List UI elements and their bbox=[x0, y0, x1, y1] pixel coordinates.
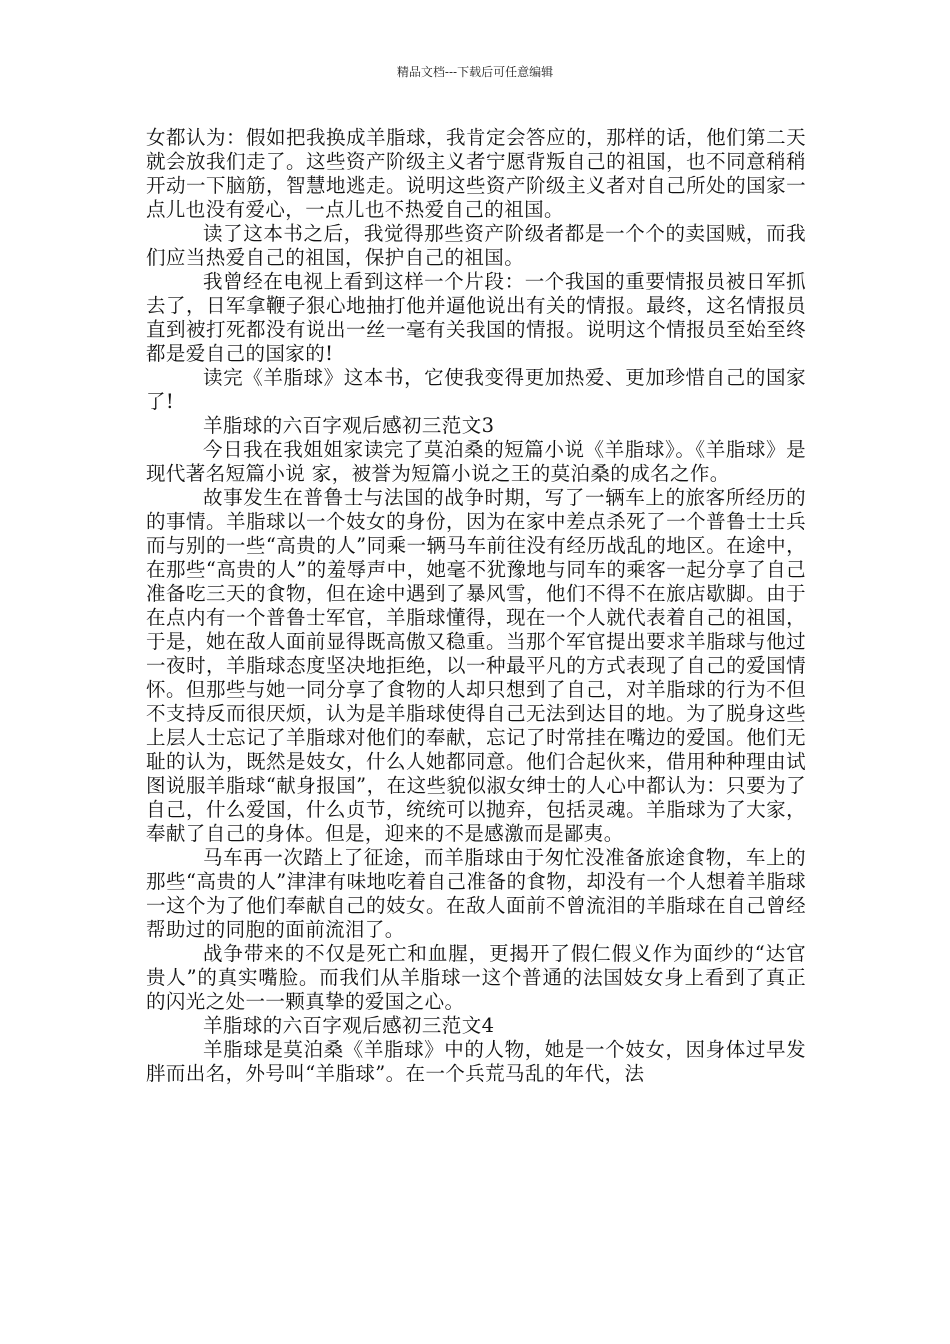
paragraph: 战争带来的不仅是死亡和血腥，更揭开了假仁假义作为面纱的“达官贵人”的真实嘴脸。而我们从羊脂球一这个普通的法国妓女身上看到了真正的闪光之处一一颗真挚的爱国之心。 bbox=[146, 942, 806, 1013]
paragraph: 今日我在我姐姐家读完了莫泊桑的短篇小说《羊脂球》。《羊脂球》是现代著名短篇小说 家，被誉为短篇小说之王的莫泊桑的成名之作。 bbox=[146, 438, 806, 485]
paragraph: 故事发生在普鲁士与法国的战争时期，写了一辆车上的旅客所经历的的事情。羊脂球以一个妓女的身份，因为在家中差点杀死了一个普鲁士士兵而与别的一些“高贵的人”同乘一辆马车前往没有经历战乱的地区。在途中，在那些“高贵的人”的羞辱声中，她毫不犹豫地与同车的乘客一起分享了自己准备吃三天的食物，但在途中遇到了暴风雪，他们不得不在旅店歇脚。由于在点内有一个普鲁士军官，羊脂球懂得，现在一个人就代表着自己的祖国，于是，她在敌人面前显得既高傲又稳重。当那个军官提出要求羊脂球与他过一夜时，羊脂球态度坚决地拒绝，以一种最平凡的方式表现了自己的爱国情怀。但那些与她一同分享了食物的人却只想到了自己，对羊脂球的行为不但不支持反而很厌烦，认为是羊脂球使得自己无法到达目的地。为了脱身这些上层人士忘记了羊脂球对他们的奉献，忘记了时常挂在嘴边的爱国。他们无耻的认为，既然是妓女，什么人她都同意。他们合起伙来，借用种种理由试图说服羊脂球“献身报国”，在这些貌似淑女绅士的人心中都认为：只要为了自己，什么爱国，什么贞节，统统可以抛弃，包括灵魂。羊脂球为了大家，奉献了自己的身体。但是，迎来的不是感激而是鄙夷。 bbox=[146, 486, 806, 845]
page-header: 精品文档---下载后可任意编辑 bbox=[396, 65, 554, 79]
section-heading: 羊脂球的六百字观后感初三范文3 bbox=[203, 414, 495, 437]
paragraph: 读了这本书之后，我觉得那些资产阶级者都是一个个的卖国贼，而我们应当热爱自己的祖国，保护自己的祖国。 bbox=[146, 222, 806, 269]
paragraph-continued: 女都认为：假如把我换成羊脂球，我肯定会答应的，那样的话，他们第二天就会放我们走了。这些资产阶级主义者宁愿背叛自己的祖国，也不同意稍稍开动一下脑筋，智慧地逃走。说明这些资产阶级主义者对自己所处的国家一点儿也没有爱心，一点儿也不热爱自己的祖国。 bbox=[146, 126, 806, 221]
document-body bbox=[146, 126, 806, 1086]
paragraph: 羊脂球是莫泊桑《羊脂球》中的人物，她是一个妓女，因身体过早发胖而出名，外号叫“羊脂球”。在一个兵荒马乱的年代，法 bbox=[146, 1038, 806, 1085]
section-heading: 羊脂球的六百字观后感初三范文4 bbox=[203, 1014, 495, 1037]
paragraph: 我曾经在电视上看到这样一个片段：一个我国的重要情报员被日军抓去了，日军拿鞭子狠心地抽打他并逼他说出有关的情报。最终，这名情报员直到被打死都没有说出一丝一毫有关我国的情报。说明这个情报员至始至终都是爱自己的国家的! bbox=[146, 270, 806, 365]
paragraph: 马车再一次踏上了征途，而羊脂球由于匆忙没准备旅途食物，车上的那些“高贵的人”津津有味地吃着自己准备的食物，却没有一个人想着羊脂球一这个为了他们奉献自己的妓女。在敌人面前不曾流泪的羊脂球在自己曾经帮助过的同胞的面前流泪了。 bbox=[146, 846, 806, 941]
paragraph: 读完《羊脂球》这本书，它使我变得更加热爱、更加珍惜自己的国家了! bbox=[146, 366, 806, 413]
